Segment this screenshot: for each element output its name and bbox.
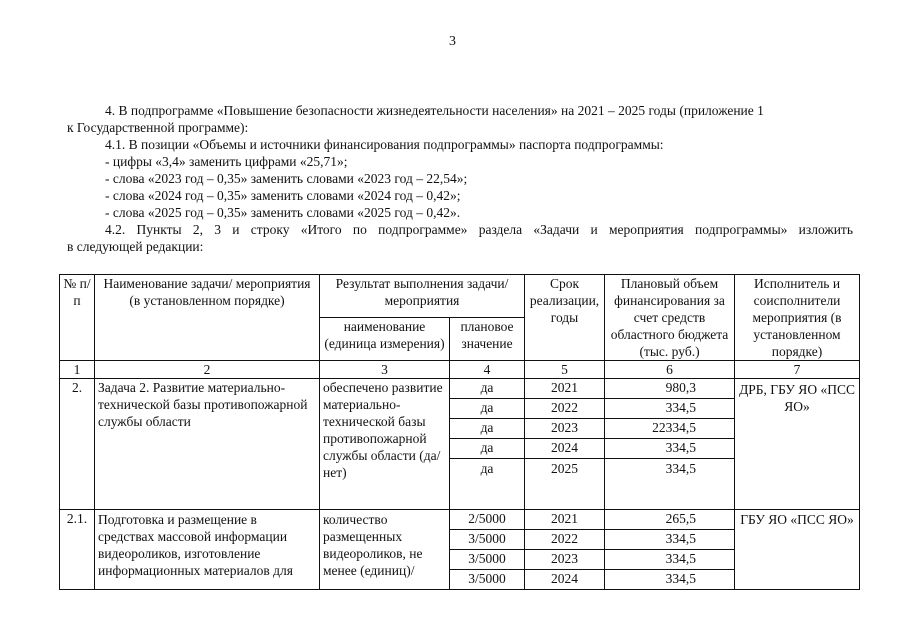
header-task: Наименование задачи/ мероприятия (в установленном порядке) bbox=[95, 275, 320, 361]
row-num: 2.1. bbox=[60, 510, 95, 590]
page-number: 3 bbox=[449, 34, 456, 49]
row-value: 3/5000 bbox=[450, 550, 525, 570]
header-term: Срок реализации, годы bbox=[525, 275, 605, 361]
row-funding: 980,3 bbox=[605, 379, 735, 399]
table-row bbox=[60, 510, 860, 530]
col-number: 3 bbox=[320, 361, 450, 379]
row-value: да bbox=[450, 419, 525, 439]
header-num: № п/п bbox=[60, 275, 95, 361]
row-funding: 334,5 bbox=[605, 459, 735, 510]
intro-line-5: - слова «2023 год – 0,35» заменить словами «2023 год – 22,54»; bbox=[105, 171, 468, 186]
intro-line-2: к Государственной программе): bbox=[67, 120, 249, 135]
row-value: 2/5000 bbox=[450, 510, 525, 530]
intro-line-1: 4. В подпрограмме «Повышение безопасности жизнедеятельности населения» на 2021 – 2025 годы (приложение 1 bbox=[105, 103, 764, 118]
col-number: 5 bbox=[525, 361, 605, 379]
row-year: 2021 bbox=[525, 510, 605, 530]
col-number: 7 bbox=[735, 361, 860, 379]
row-year: 2023 bbox=[525, 419, 605, 439]
row-result-name: обеспечено развитие материально-технической базы противопожарной службы области (да/нет) bbox=[320, 379, 450, 510]
row-funding: 265,5 bbox=[605, 510, 735, 530]
row-task: Задача 2. Развитие материально-технической базы противопожарной службы области bbox=[95, 379, 320, 510]
col-number: 6 bbox=[605, 361, 735, 379]
header-executor: Исполнитель и соисполнители мероприятия (в установленном порядке) bbox=[735, 275, 860, 361]
header-funding: Плановый объем финансирования за счет средств областного бюджета (тыс. руб.) bbox=[605, 275, 735, 361]
header-result-name: наименование (единица измерения) bbox=[320, 318, 450, 361]
intro-line-9: в следующей редакции: bbox=[67, 239, 204, 254]
row-year: 2021 bbox=[525, 379, 605, 399]
col-number: 2 bbox=[95, 361, 320, 379]
row-result-name: количество размещенных видеороликов, не менее (единиц)/ bbox=[320, 510, 450, 590]
row-executor: ГБУ ЯО «ПСС ЯО» bbox=[735, 510, 860, 590]
row-value: да bbox=[450, 459, 525, 510]
row-year: 2022 bbox=[525, 530, 605, 550]
row-funding: 22334,5 bbox=[605, 419, 735, 439]
row-value: да bbox=[450, 399, 525, 419]
intro-line-7: - слова «2025 год – 0,35» заменить словами «2025 год – 0,42». bbox=[105, 205, 461, 220]
row-executor: ДРБ, ГБУ ЯО «ПСС ЯО» bbox=[735, 379, 860, 510]
intro-line-8: 4.2. Пункты 2, 3 и строку «Итого по подпрограмме» раздела «Задачи и мероприятия подпрограммы» изложить bbox=[105, 222, 853, 237]
row-funding: 334,5 bbox=[605, 439, 735, 459]
row-funding: 334,5 bbox=[605, 550, 735, 570]
row-year: 2024 bbox=[525, 570, 605, 590]
intro-line-3: 4.1. В позиции «Объемы и источники финансирования подпрограммы» паспорта подпрограммы: bbox=[105, 137, 664, 152]
row-task: Подготовка и размещение в средствах массовой информации видеороликов, изготовление информационных материалов для bbox=[95, 510, 320, 590]
row-year: 2025 bbox=[525, 459, 605, 510]
tasks-table bbox=[59, 274, 860, 590]
row-year: 2022 bbox=[525, 399, 605, 419]
header-result: Результат выполнения задачи/ мероприятия bbox=[320, 275, 525, 318]
intro-line-6: - слова «2024 год – 0,35» заменить словами «2024 год – 0,42»; bbox=[105, 188, 461, 203]
row-funding: 334,5 bbox=[605, 530, 735, 550]
row-funding: 334,5 bbox=[605, 570, 735, 590]
row-value: 3/5000 bbox=[450, 530, 525, 550]
table-row bbox=[60, 379, 860, 399]
header-result-value: плановое значение bbox=[450, 318, 525, 361]
row-value: да bbox=[450, 439, 525, 459]
row-num: 2. bbox=[60, 379, 95, 510]
row-funding: 334,5 bbox=[605, 399, 735, 419]
col-number: 1 bbox=[60, 361, 95, 379]
intro-line-4: - цифры «3,4» заменить цифрами «25,71»; bbox=[105, 154, 348, 169]
row-value: да bbox=[450, 379, 525, 399]
row-value: 3/5000 bbox=[450, 570, 525, 590]
row-year: 2024 bbox=[525, 439, 605, 459]
col-number: 4 bbox=[450, 361, 525, 379]
row-year: 2023 bbox=[525, 550, 605, 570]
